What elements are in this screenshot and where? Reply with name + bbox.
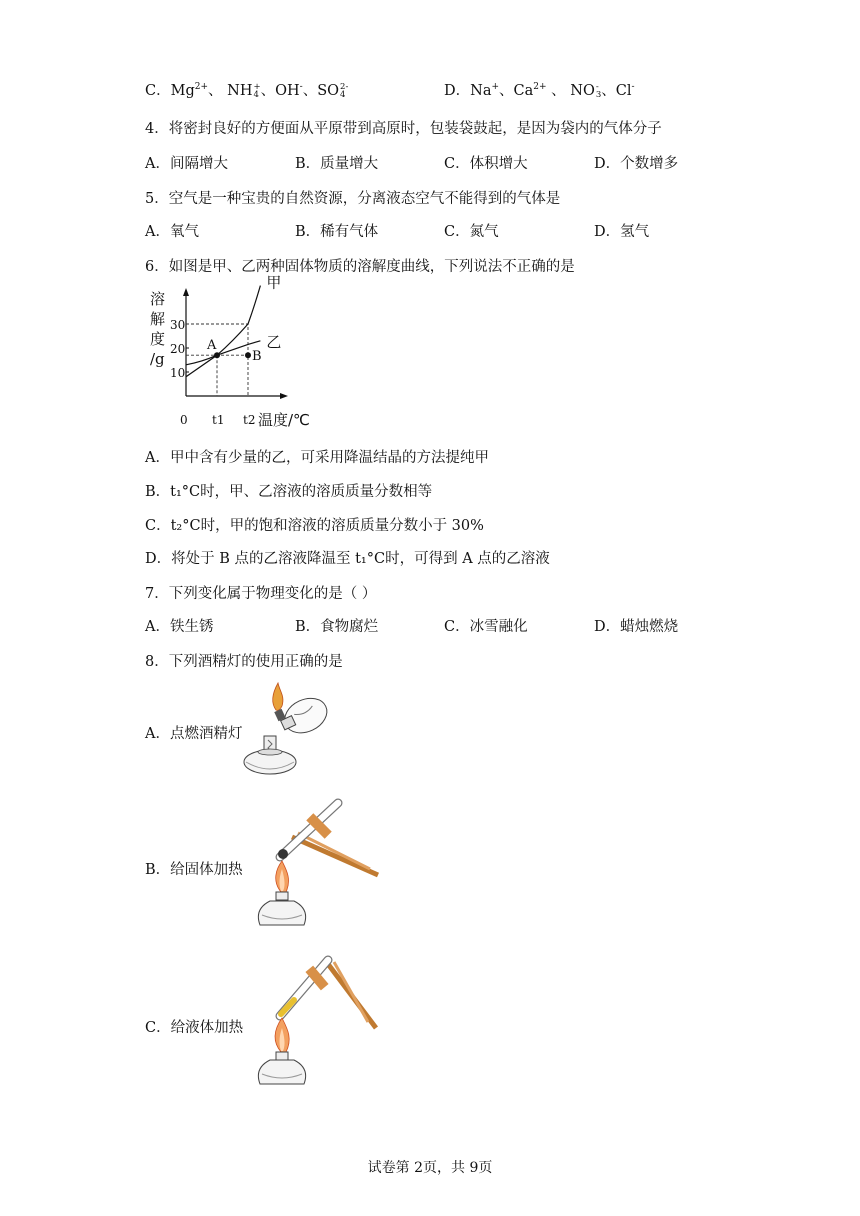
point-B: [245, 352, 251, 358]
q6-option-a: A．甲中含有少量的乙，可采用降温结晶的方法提纯甲: [145, 450, 489, 466]
svg-text:解: 解: [150, 310, 166, 328]
q7-option-c: C．冰雪融化: [444, 619, 528, 635]
point-label: B: [252, 349, 262, 365]
chart-ylabel: [150, 290, 165, 368]
q7-option-a: A．铁生锈: [145, 619, 214, 635]
svg-text:/g: /g: [150, 350, 165, 368]
q8-option-a: A．点燃酒精灯: [145, 726, 243, 742]
q7-option-b: B．食物腐烂: [295, 619, 379, 635]
lighting-lamp-with-lamp-illustration: [240, 680, 340, 778]
q7-stem: 7．下列变化属于物理变化的是（ ）: [145, 586, 377, 602]
q4-option-a: A．间隔增大: [145, 156, 228, 172]
q4-option-c: C．体积增大: [444, 156, 528, 172]
q5-option-d: D．氢气: [594, 224, 650, 240]
solubility-chart: [140, 273, 320, 432]
y-tick-label: 10: [170, 366, 186, 380]
q6-option-d: D．将处于 B 点的乙溶液降温至 t₁°C时，可得到 A 点的乙溶液: [145, 551, 550, 567]
series-label: 甲: [266, 273, 282, 292]
q4-stem: 4．将密封良好的方便面从平原带到高原时，包装袋鼓起，是因为袋内的气体分子: [145, 121, 662, 137]
flame-icon: [273, 683, 283, 710]
q3-option-d: D．Na+、$Ca^{2+}$ 、 NO - 3 、Cl-: [444, 82, 635, 100]
q6-stem: 6．如图是甲、乙两种固体物质的溶解度曲线，下列说法不正确的是: [145, 259, 575, 275]
q8-option-c: C．给液体加热: [145, 1020, 244, 1036]
svg-text:溶: 溶: [150, 290, 166, 308]
solid-sample: [278, 849, 288, 859]
y-tick-label: 20: [170, 342, 186, 356]
page-footer: 试卷第 2页，共 9页: [367, 1160, 493, 1176]
y-axis-arrow: [183, 288, 189, 296]
q5-stem: 5．空气是一种宝贵的自然资源，分离液态空气不能得到的气体是: [145, 191, 561, 207]
heating-solid-illustration: [250, 797, 385, 931]
x-tick-label: 0: [180, 413, 188, 427]
heating-liquid-illustration: [250, 952, 385, 1090]
point-label: A: [207, 338, 217, 354]
series-label: 乙: [266, 332, 282, 351]
q6-option-b: B．t₁°C时，甲、乙溶液的溶质质量分数相等: [145, 484, 433, 500]
q6-option-c: C．t₂°C时，甲的饱和溶液的溶质质量分数小于 30%: [145, 518, 484, 534]
svg-text:度: 度: [150, 330, 166, 348]
series-line-2: [186, 341, 260, 377]
q4-option-b: B．质量增大: [295, 156, 379, 172]
chart-xlabel: 温度/℃: [258, 411, 310, 429]
x-axis-arrow: [280, 393, 288, 399]
q4-option-d: D．个数增多: [594, 156, 679, 172]
q5-option-a: A．氧气: [145, 224, 199, 240]
q8-stem: 8．下列酒精灯的使用正确的是: [145, 654, 343, 670]
q3-option-c: C．$Mg^{2+}$、 NH + 4 、OH-、SO 2- 4: [145, 82, 349, 100]
q5-option-c: C．氮气: [444, 224, 499, 240]
x-tick-label: t2: [243, 413, 256, 427]
x-tick-label: t1: [212, 413, 225, 427]
y-tick-label: 30: [170, 318, 186, 332]
q8-option-b: B．给固体加热: [145, 862, 243, 878]
q5-option-b: B．稀有气体: [295, 224, 379, 240]
q7-option-d: D．蜡烛燃烧: [594, 619, 679, 635]
